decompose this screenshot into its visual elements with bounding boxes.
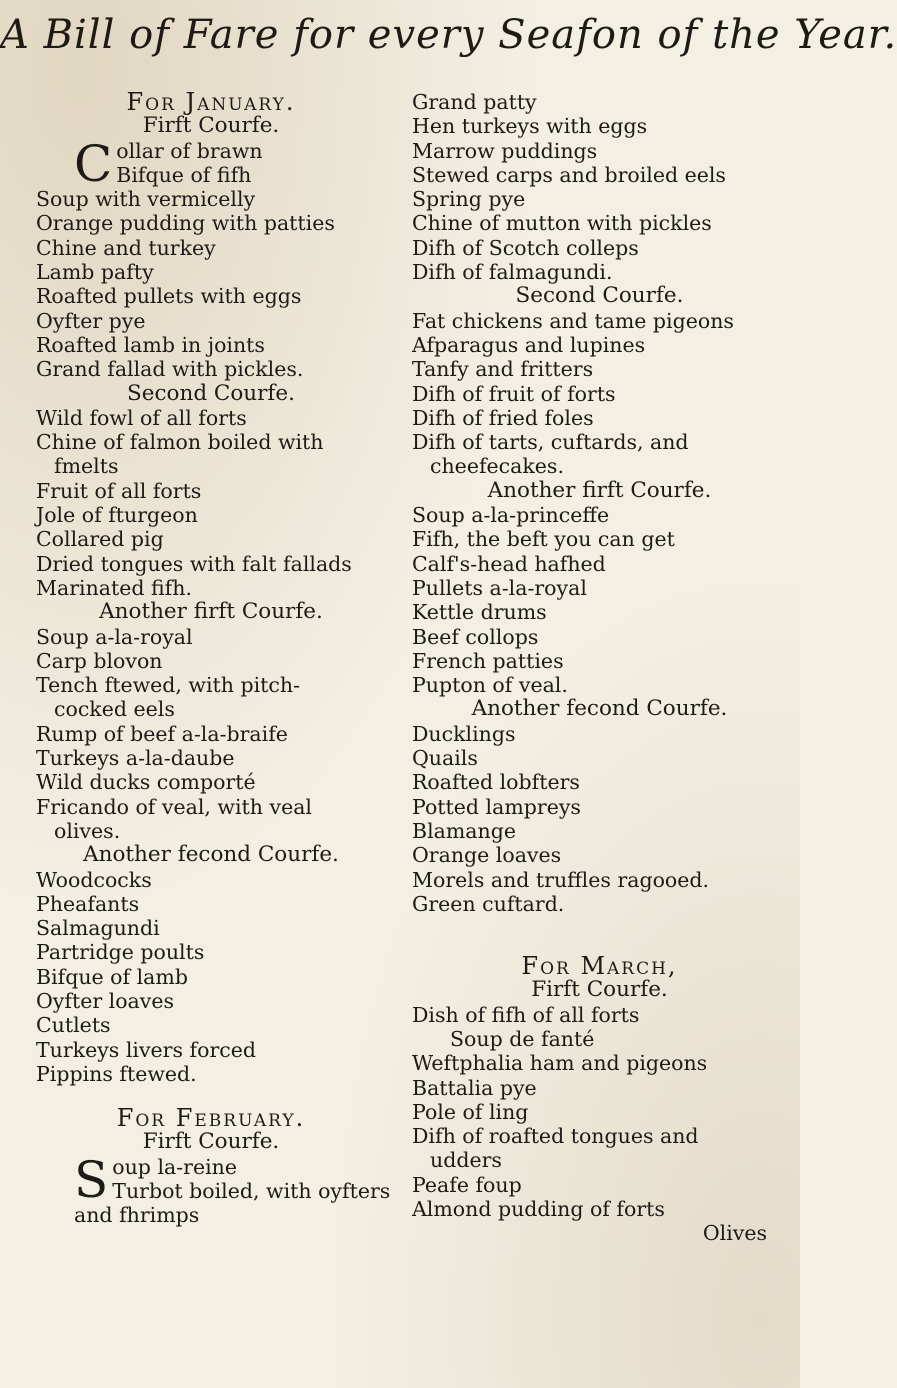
menu-item: Partridge poults — [36, 940, 205, 965]
menu-item: Difh of fruit of forts — [412, 381, 616, 406]
menu-item: Pheafants — [36, 891, 140, 916]
menu-item: Blamange — [412, 818, 516, 843]
menu-item: Difh of fried foles — [412, 405, 594, 430]
menu-item: Potted lampreys — [412, 794, 581, 819]
menu-item: Battalia pye — [412, 1075, 537, 1100]
menu-item: French patties — [412, 648, 564, 673]
january-second-course: Second Courfe. — [127, 380, 295, 406]
menu-item: and fhrimps — [74, 1203, 200, 1228]
drop-cap-s: S — [74, 1150, 109, 1209]
menu-item: Roafted lamb in joints — [36, 332, 265, 357]
menu-item: Weftphalia ham and pigeons — [412, 1051, 708, 1076]
menu-item: Cutlets — [36, 1013, 111, 1038]
february-heading: For February. — [116, 1104, 306, 1133]
menu-item: Hen turkeys with eggs — [412, 114, 648, 139]
menu-item: Marinated fifh. — [36, 575, 192, 600]
menu-item: Tanfy and fritters — [412, 357, 594, 382]
menu-item: Salmagundi — [36, 916, 160, 941]
menu-item: Beef collops — [412, 624, 539, 649]
menu-item: Soup a-la-princeffe — [412, 503, 610, 528]
menu-item: Oyfter loaves — [36, 988, 175, 1013]
menu-item: Grand patty — [412, 90, 537, 114]
menu-item: Peafe foup — [412, 1172, 522, 1197]
menu-item: Chine of mutton with pickles — [412, 211, 712, 236]
january-first-course: Firft Courfe. — [142, 113, 280, 139]
menu-item: Olives — [702, 1221, 767, 1246]
menu-item: udders — [430, 1148, 502, 1173]
menu-item: Rump of beef a-la-braife — [36, 721, 288, 746]
right-another-first-course: Another firft Courfe. — [487, 477, 712, 503]
menu-item: cheefecakes. — [430, 454, 564, 479]
menu-item: Spring pye — [412, 187, 526, 212]
menu-item: Almond pudding of forts — [412, 1197, 665, 1222]
menu-item: Tench ftewed, with pitch- — [36, 673, 300, 698]
menu-item: Collared pig — [36, 527, 164, 552]
menu-item: Jole of fturgeon — [36, 503, 198, 528]
menu-item: Morels and truffles ragooed. — [412, 867, 710, 892]
menu-item: Stewed carps and broiled eels — [412, 162, 726, 187]
menu-item: Pippins ftewed. — [36, 1061, 197, 1086]
menu-item: Grand fallad with pickles. — [36, 357, 304, 382]
menu-item: Pole of ling — [412, 1099, 529, 1124]
menu-item: cocked eels — [54, 697, 175, 722]
menu-item: Calf's-head hafhed — [412, 551, 606, 576]
menu-item: Bifque of lamb — [36, 964, 188, 989]
menu-item: Afparagus and lupines — [412, 332, 646, 357]
right-column — [412, 90, 787, 1246]
menu-item: Fricando of veal, with veal — [36, 794, 312, 819]
menu-item: Collar of brawn — [74, 134, 263, 193]
menu-item: Difh of roafted tongues and — [412, 1124, 699, 1149]
menu-item: Oyfter pye — [36, 308, 146, 333]
left-column — [36, 88, 391, 1228]
menu-item: Fat chickens and tame pigeons — [412, 308, 734, 333]
menu-item: Pupton of veal. — [412, 673, 568, 698]
january-another-second-course: Another fecond Courfe. — [83, 842, 339, 868]
page-title: A Bill of Fare for every Seafon of the Year. — [0, 12, 897, 58]
menu-item: Soup a-la-royal — [36, 624, 193, 649]
menu-item: Orange pudding with patties — [36, 211, 335, 236]
menu-item: Fruit of all forts — [36, 478, 202, 503]
march-first-course: Firft Courfe. — [531, 977, 668, 1003]
menu-item: Wild ducks comporté — [36, 770, 256, 795]
menu-item: Soup la-reine — [74, 1150, 237, 1209]
menu-item: Difh of tarts, cuftards, and — [412, 430, 689, 455]
menu-item: olives. — [54, 818, 121, 843]
menu-item: Bifque of fifh — [116, 162, 252, 187]
menu-item: Ducklings — [412, 721, 516, 746]
drop-cap-c: C — [74, 134, 113, 193]
menu-item: Quails — [412, 746, 478, 771]
menu-item: Dried tongues with falt fallads — [36, 551, 352, 576]
menu-item: fmelts — [54, 454, 119, 479]
menu-item: Soup de fanté — [450, 1026, 595, 1051]
menu-item: Turkeys livers forced — [36, 1037, 256, 1062]
menu-item: Carp blovon — [36, 648, 163, 673]
menu-item: Dish of fifh of all forts — [412, 1002, 640, 1027]
menu-item: Orange loaves — [412, 843, 562, 868]
menu-item: Fifh, the beft you can get — [412, 527, 675, 552]
menu-item: Woodcocks — [36, 867, 152, 892]
january-heading: For January. — [126, 88, 296, 116]
menu-item: Difh of falmagundi. — [412, 260, 613, 285]
march-heading: For March, — [521, 952, 678, 981]
menu-item: Chine and turkey — [36, 235, 216, 260]
menu-item: Turkeys a-la-daube — [36, 746, 235, 771]
menu-item: Kettle drums — [412, 600, 547, 625]
menu-item: Turbot boiled, with oyfters — [112, 1179, 391, 1204]
menu-item: Roafted lobfters — [412, 770, 580, 795]
menu-item: Marrow puddings — [412, 138, 598, 163]
menu-item: Soup with vermicelly — [36, 187, 256, 212]
february-first-course: Firft Courfe. — [142, 1129, 280, 1155]
right-second-course: Second Courfe. — [515, 283, 684, 309]
menu-item: Wild fowl of all forts — [36, 405, 247, 430]
menu-item: Roafted pullets with eggs — [36, 284, 302, 309]
menu-item: Difh of Scotch colleps — [412, 235, 639, 260]
menu-item: Chine of falmon boiled with — [36, 430, 324, 455]
january-another-first-course: Another firft Courfe. — [99, 599, 323, 625]
menu-item: Pullets a-la-royal — [412, 575, 587, 600]
menu-item: Green cuftard. — [412, 891, 565, 916]
menu-item: Lamb pafty — [36, 260, 154, 285]
right-another-second-course: Another fecond Courfe. — [471, 696, 728, 722]
